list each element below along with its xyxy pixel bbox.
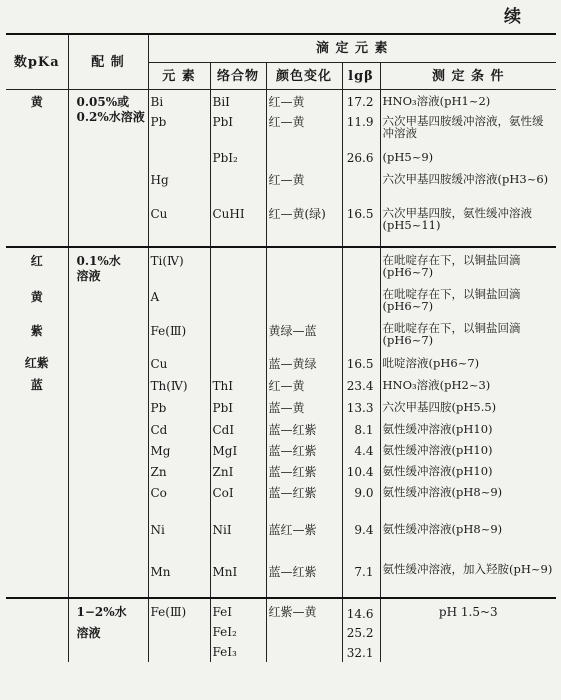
table-cell-complex [210, 318, 266, 352]
table-cell-complex: FeI₃ [210, 642, 266, 662]
table-cell-lgb: 4.4 [342, 441, 380, 462]
table-cell-color: 蓝—红紫 [266, 462, 342, 483]
table-cell-lgb: 16.5 [342, 352, 380, 376]
table-cell-lgb [342, 318, 380, 352]
group3-prep-line: 溶液 [76, 625, 101, 640]
table-cell-element: Th(Ⅳ) [148, 376, 210, 398]
group2-indicator: 紫 [30, 323, 43, 338]
table-cell-complex: MnI [210, 557, 266, 598]
table-cell-lgb: 23.4 [342, 376, 380, 398]
table-cell-color: 蓝—黄绿 [266, 352, 342, 376]
table-cell-color: 蓝红—紫 [266, 517, 342, 557]
table-cell-complex: ZnI [210, 462, 266, 483]
table-cell-color: 蓝—红紫 [266, 557, 342, 598]
group3 [6, 598, 556, 662]
empty-cell [68, 462, 148, 483]
empty-cell [68, 398, 148, 420]
table-cell-complex: CdI [210, 420, 266, 441]
header-prep: 配 制 [68, 34, 148, 90]
header-lgbeta: lgβ [342, 63, 380, 90]
table-cell-color: 蓝—黄 [266, 398, 342, 420]
table-cell-complex: PbI [210, 398, 266, 420]
table-cell-element: Cu [148, 207, 210, 247]
table-cell-cond: 六次甲基四胺(pH5.5) [380, 398, 556, 420]
empty-cell [68, 483, 148, 517]
table-cell-cond: pH 1.5~3 [380, 598, 556, 622]
empty-cell [6, 462, 68, 483]
table-cell-color: 黄绿—蓝 [266, 318, 342, 352]
table-cell-lgb: 9.0 [342, 483, 380, 517]
table-cell-lgb: 17.2 [342, 90, 380, 115]
group1 [6, 90, 556, 247]
header-conditions: 测 定 条 件 [380, 63, 556, 90]
empty-cell [68, 376, 148, 398]
table-cell-element: Pb [148, 398, 210, 420]
table-cell-color: 红—黄 [266, 173, 342, 207]
empty-cell [6, 483, 68, 517]
table-cell-cond: (pH5~9) [380, 151, 556, 173]
table-cell-cond: 在吡啶存在下，以铜盐回滴(pH6~7) [380, 318, 556, 352]
group2-indicator: 红 [30, 253, 43, 268]
table-cell-complex: BiI [210, 90, 266, 115]
table-cell-cond: 吡啶溶液(pH6~7) [380, 352, 556, 376]
table-cell-complex: NiI [210, 517, 266, 557]
empty-cell [6, 517, 68, 557]
table-cell-color [266, 282, 342, 318]
table-cell-cond: 氨性缓冲溶液(pH10) [380, 441, 556, 462]
table-cell-cond: 在吡啶存在下，以铜盐回滴(pH6~7) [380, 247, 556, 282]
table-cell-cond: HNO₃溶液(pH1~2) [380, 90, 556, 115]
table-cell-cond: 六次甲基四胺，氨性缓冲溶液(pH5~11) [380, 207, 556, 247]
table-cell-element [148, 642, 210, 662]
table-cell-element: Fe(Ⅲ) [148, 318, 210, 352]
table-cell-cond [380, 622, 556, 642]
table-cell-element: Co [148, 483, 210, 517]
header-titration-group: 滴 定 元 素 [148, 34, 556, 63]
table-cell-cond [380, 642, 556, 662]
table-cell-cond: 氨性缓冲溶液(pH10) [380, 462, 556, 483]
table-cell-lgb: 26.6 [342, 151, 380, 173]
table-cell-color: 红—黄 [266, 115, 342, 151]
table-cell-complex: MgI [210, 441, 266, 462]
group1-prep-line: 0.05%或 [76, 95, 130, 109]
table-cell-lgb: 7.1 [342, 557, 380, 598]
table-cell-cond: 氨性缓冲溶液(pH10) [380, 420, 556, 441]
group2-indicator: 红紫 [24, 355, 49, 370]
table-cell-lgb: 8.1 [342, 420, 380, 441]
empty-cell [68, 517, 148, 557]
group2 [6, 247, 556, 598]
table-cell-element [148, 151, 210, 173]
table-cell-complex [210, 282, 266, 318]
table-cell-cond: HNO₃溶液(pH2~3) [380, 376, 556, 398]
table-cell-complex [210, 247, 266, 282]
table-cell-cond: 六次甲基四胺缓冲溶液(pH3~6) [380, 173, 556, 207]
table-cell-complex: FeI₂ [210, 622, 266, 642]
table-cell-cond: 氨性缓冲溶液，加入羟胺(pH~9) [380, 557, 556, 598]
group2-indicator: 黄 [30, 289, 43, 304]
table-cell-color: 红—黄 [266, 90, 342, 115]
table-cell-complex: FeI [210, 598, 266, 622]
group2-prep [68, 247, 148, 318]
table-cell-color: 红—黄(绿) [266, 207, 342, 247]
table-cell-element: Bi [148, 90, 210, 115]
table-cell-lgb: 10.4 [342, 462, 380, 483]
table-cell-lgb [342, 173, 380, 207]
table-cell-cond: 六次甲基四胺缓冲溶液，氨性缓冲溶液 [380, 115, 556, 151]
table-cell-lgb: 25.2 [342, 622, 380, 642]
table-cell-color: 蓝—红紫 [266, 441, 342, 462]
table-cell-color: 红—黄 [266, 376, 342, 398]
empty-cell [68, 318, 148, 352]
table-cell-complex: CoI [210, 483, 266, 517]
group1-prep [68, 90, 148, 173]
header-color-change: 颜色变化 [266, 63, 342, 90]
table-cell-element: Hg [148, 173, 210, 207]
table-cell-lgb: 11.9 [342, 115, 380, 151]
empty-cell [68, 557, 148, 598]
group2-prep-line: 0.1%水 [76, 253, 121, 268]
table-cell-element: Cu [148, 352, 210, 376]
empty-cell [68, 352, 148, 376]
indicator-table [6, 33, 556, 662]
empty-cell [6, 151, 68, 173]
table-cell-complex [210, 352, 266, 376]
header-complex: 络合物 [210, 63, 266, 90]
empty-cell [6, 598, 68, 662]
table-cell-color [266, 622, 342, 642]
group1-indicator: 黄 [6, 90, 68, 151]
header-element: 元 素 [148, 63, 210, 90]
table-cell-complex: CuHI [210, 207, 266, 247]
empty-cell [68, 173, 148, 207]
table-cell-color [266, 642, 342, 662]
empty-cell [6, 398, 68, 420]
table-cell-cond: 氨性缓冲溶液(pH8~9) [380, 517, 556, 557]
empty-cell [68, 207, 148, 247]
table-cell-element: Fe(Ⅲ) [148, 598, 210, 622]
table-cell-cond: 在吡啶存在下，以铜盐回滴(pH6~7) [380, 282, 556, 318]
table-cell-element: Mn [148, 557, 210, 598]
group2-indicator: 蓝 [30, 377, 43, 392]
group1-prep-line: 0.2%水溶液 [76, 110, 145, 124]
group3-prep-line: 1−2%水 [76, 604, 127, 619]
table-cell-element: Cd [148, 420, 210, 441]
table-cell-color: 蓝—红紫 [266, 483, 342, 517]
table-cell-color: 红紫—黄 [266, 598, 342, 622]
empty-cell [6, 441, 68, 462]
table-cell-element: Ti(Ⅳ) [148, 247, 210, 282]
table-cell-complex [210, 173, 266, 207]
empty-cell [6, 173, 68, 207]
group3-prep [68, 598, 148, 662]
table-cell-lgb: 14.6 [342, 598, 380, 622]
table-cell-element: Mg [148, 441, 210, 462]
table-cell-complex: PbI₂ [210, 151, 266, 173]
table-cell-lgb: 16.5 [342, 207, 380, 247]
table-cell-lgb [342, 282, 380, 318]
empty-cell [6, 557, 68, 598]
table-cell-color [266, 247, 342, 282]
table-cell-lgb [342, 247, 380, 282]
empty-cell [6, 420, 68, 441]
table-cell-lgb: 13.3 [342, 398, 380, 420]
table-cell-element [148, 622, 210, 642]
table-cell-color: 蓝—红紫 [266, 420, 342, 441]
table-cell-lgb: 9.4 [342, 517, 380, 557]
continued-label: 续 [504, 7, 521, 27]
table-cell-color [266, 151, 342, 173]
empty-cell [68, 420, 148, 441]
header-pka: 数pKa [6, 34, 68, 90]
table-cell-element: Pb [148, 115, 210, 151]
table-cell-element: Ni [148, 517, 210, 557]
empty-cell [68, 441, 148, 462]
table-cell-lgb: 32.1 [342, 642, 380, 662]
table-cell-complex: PbI [210, 115, 266, 151]
table-cell-element: A [148, 282, 210, 318]
group2-prep-line: 溶液 [76, 268, 101, 283]
table-cell-cond: 氨性缓冲溶液(pH8~9) [380, 483, 556, 517]
empty-cell [6, 207, 68, 247]
table-cell-complex: ThI [210, 376, 266, 398]
table-cell-element: Zn [148, 462, 210, 483]
